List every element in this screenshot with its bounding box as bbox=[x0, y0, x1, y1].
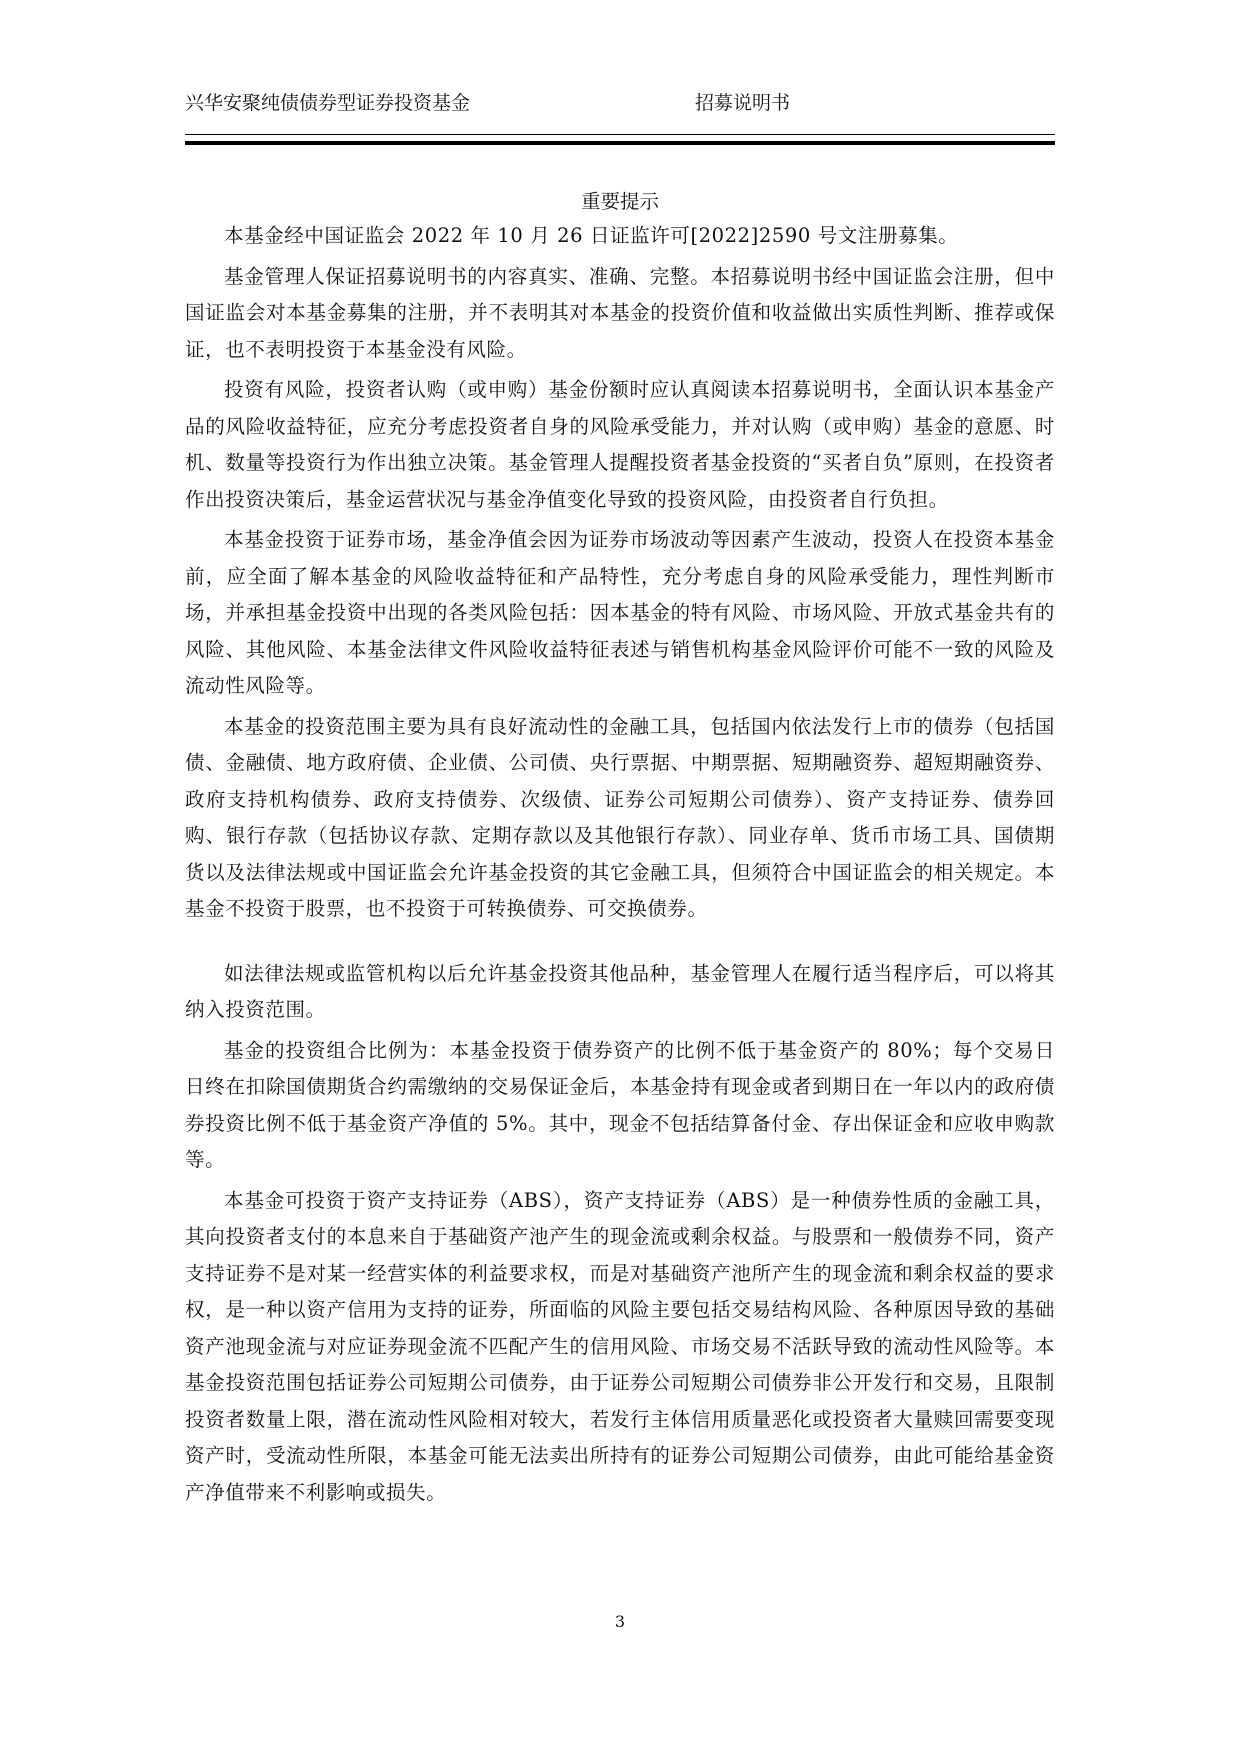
page-number: 3 bbox=[614, 1612, 626, 1631]
paragraph-registration: 本基金经中国证监会 2022 年 10 月 26 日证监许可[2022]2590 号文注册募集。 bbox=[224, 224, 959, 247]
paragraph-investment-risk: 投资有风险，投资者认购（或申购）基金份额时应认真阅读本招募说明书，全面认识本基金产品的风险收益特征，应充分考虑投资者自身的风险承受能力，并对认购（或申购）基金的意愿、时机、数量等投资行为作出独立决策。基金管理人提醒投资者基金投资的“买者自负”原则，在投资者作出投资决策后，基金运营状况与基金净值变化导致的投资风险，由投资者自行负担。 bbox=[185, 378, 1055, 511]
header-fund-name: 兴华安聚纯债债券型证券投资基金 bbox=[185, 92, 471, 114]
header-rule-thick bbox=[185, 141, 1055, 145]
paragraph-market-risk: 本基金投资于证券市场，基金净值会因为证券市场波动等因素产生波动，投资人在投资本基金前，应全面了解本基金的风险收益特征和产品特性，充分考虑自身的风险承受能力，理性判断市场，并承担基金投资中出现的各类风险包括：因本基金的特有风险、市场风险、开放式基金共有的风险、其他风险、本基金法律文件风险收益特征表述与销售机构基金风险评价可能不一致的风险及流动性风险等。 bbox=[185, 528, 1055, 697]
header-doc-type: 招募说明书 bbox=[695, 92, 791, 114]
paragraph-future-scope: 如法律法规或监管机构以后允许基金投资其他品种，基金管理人在履行适当程序后，可以将其纳入投资范围。 bbox=[185, 961, 1055, 1021]
section-title: 重要提示 bbox=[580, 190, 659, 213]
paragraph-manager-guarantee: 基金管理人保证招募说明书的内容真实、准确、完整。本招募说明书经中国证监会注册，但中国证监会对本基金募集的注册，并不表明其对本基金的投资价值和收益做出实质性判断、推荐或保证，也不表明投资于本基金没有风险。 bbox=[185, 264, 1055, 361]
paragraph-abs-risk: 本基金可投资于资产支持证券（ABS），资产支持证券（ABS）是一种债券性质的金融工具，其向投资者支付的本息来自于基础资产池产生的现金流或剩余权益。与股票和一般债券不同，资产支持证券不是对某一经营实体的利益要求权，而是对基础资产池所产生的现金流和剩余权益的要求权，是一种以资产信用为支持的证券，所面临的风险主要包括交易结构风险、各种原因导致的基础资产池现金流与对应证券现金流不匹配产生的信用风险、市场交易不活跃导致的流动性风险等。本基金投资范围包括证券公司短期公司债券，由于证券公司短期公司债券非公开发行和交易，且限制投资者数量上限，潜在流动性风险相对较大，若发行主体信用质量恶化或投资者大量赎回需要变现资产时，受流动性所限，本基金可能无法卖出所持有的证券公司短期公司债券，由此可能给基金资产净值带来不利影响或损失。 bbox=[185, 1188, 1055, 1504]
document-body bbox=[185, 188, 1055, 1515]
header-rule-thin bbox=[185, 134, 1055, 135]
paragraph-investment-scope: 本基金的投资范围主要为具有良好流动性的金融工具，包括国内依法发行上市的债券（包括国债、金融债、地方政府债、企业债、公司债、央行票据、中期票据、短期融资券、超短期融资券、政府支持机构债券、政府支持债券、次级债、证券公司短期公司债券）、资产支持证券、债券回购、银行存款（包括协议存款、定期存款以及其他银行存款）、同业存单、货币市场工具、国债期货以及法律法规或中国证监会允许基金投资的其它金融工具，但须符合中国证监会的相关规定。本基金不投资于股票，也不投资于可转换债券、可交换债券。 bbox=[185, 714, 1055, 920]
paragraph-portfolio-ratio: 基金的投资组合比例为：本基金投资于债券资产的比例不低于基金资产的 80%；每个交易日日终在扣除国债期货合约需缴纳的交易保证金后，本基金持有现金或者到期日在一年以内的政府债券投资比例不低于基金资产净值的 5%。其中，现金不包括结算备付金、存出保证金和应收申购款等。 bbox=[185, 1038, 1055, 1171]
page-header bbox=[185, 88, 1055, 128]
